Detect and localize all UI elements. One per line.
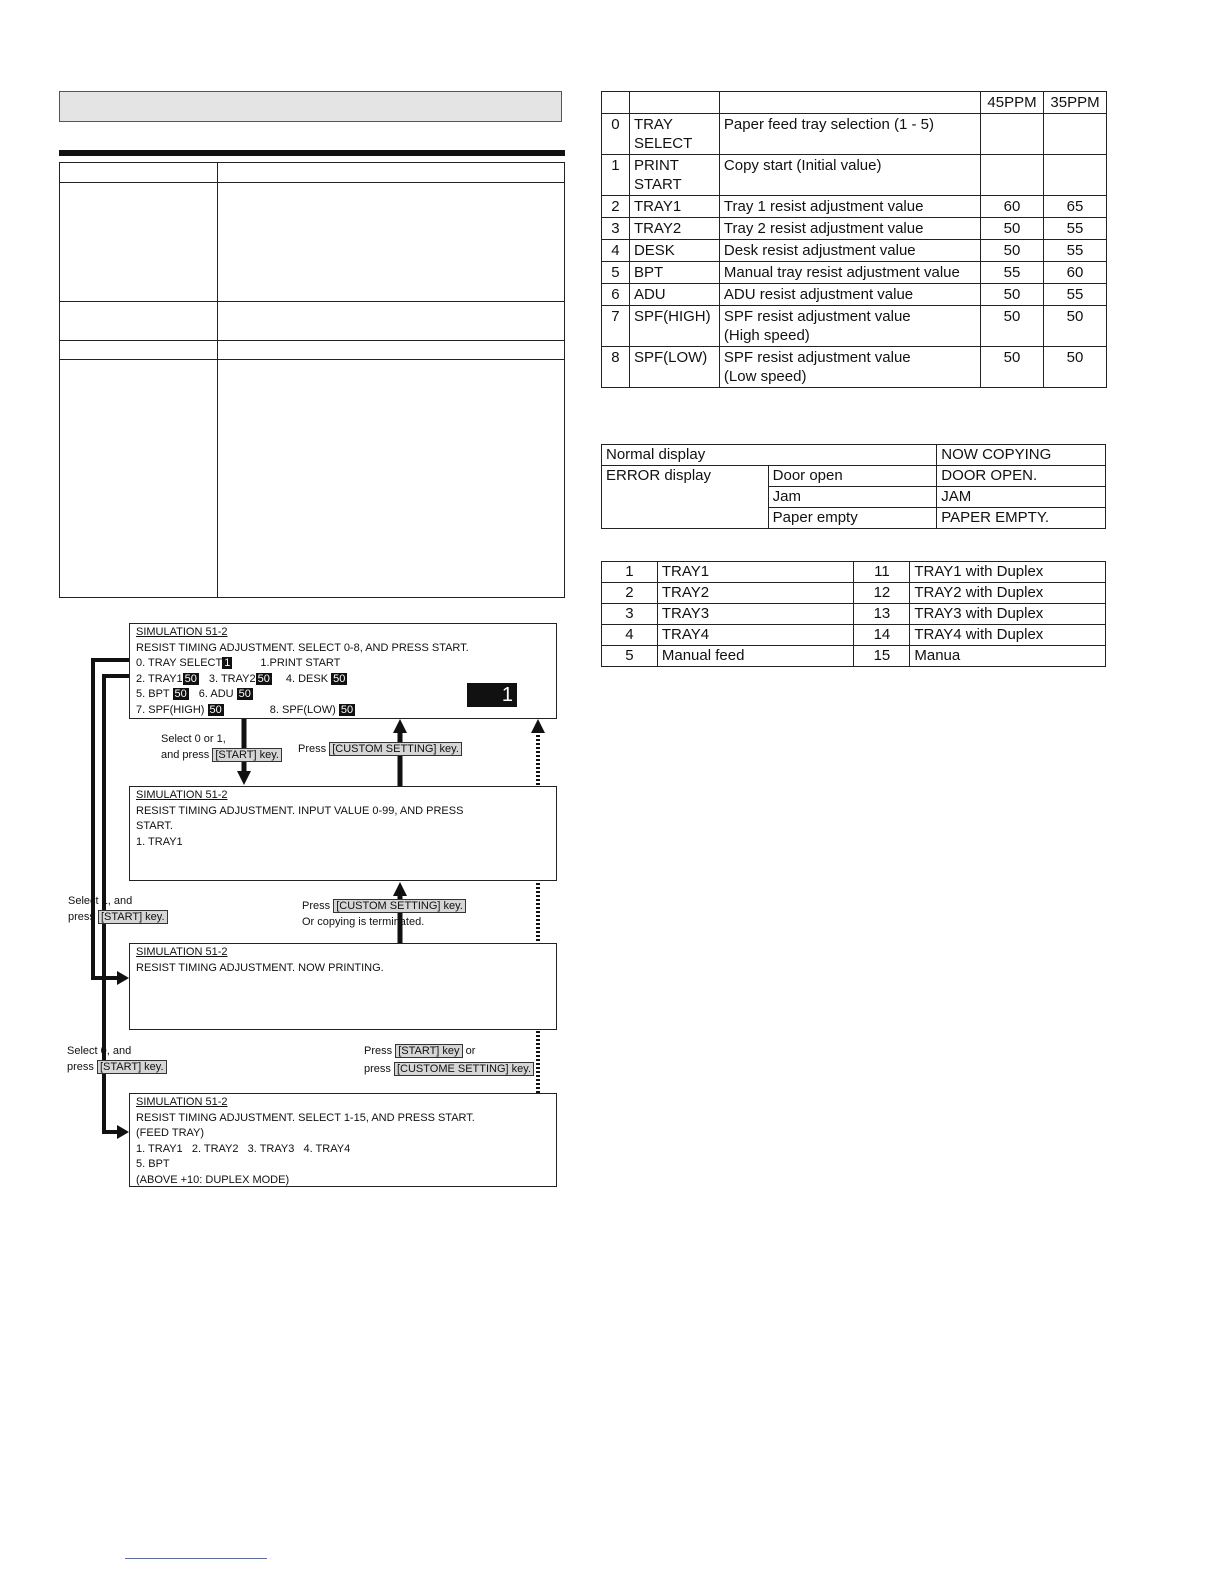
table-row: 5 Manual feed 15 Manua (602, 646, 1106, 667)
footer-link-line (125, 1558, 267, 1559)
table-row: 6 ADU ADU resist adjustment value 50 55 (602, 284, 1107, 306)
error-display-label: ERROR display (602, 466, 769, 529)
table-row: 3 TRAY3 13 TRAY3 with Duplex (602, 604, 1106, 625)
table-header-row: 45PPM 35PPM (602, 92, 1107, 114)
table-row: 2 TRAY1 Tray 1 resist adjustment value 60 65 (602, 196, 1107, 218)
note-custom-terminate: Press [CUSTOM SETTING] key. Or copying is terminated. (302, 899, 466, 930)
table-row: 8 SPF(LOW) SPF resist adjustment value (Low speed) 50 50 (602, 347, 1107, 388)
table-row: 2 TRAY2 12 TRAY2 with Duplex (602, 583, 1106, 604)
normal-display-value: NOW COPYING (937, 445, 1106, 466)
note-custom-setting: Press [CUSTOM SETTING] key. (298, 742, 462, 758)
note-press-start-or-custom: Press [START] key or press [CUSTOME SETTING] key. (364, 1044, 534, 1077)
table-row: 5 BPT Manual tray resist adjustment value 55 60 (602, 262, 1107, 284)
sim-screen-printing: SIMULATION 51-2 RESIST TIMING ADJUSTMENT. NOW PRINTING. (129, 943, 557, 1030)
table-row: 4 DESK Desk resist adjustment value 50 55 (602, 240, 1107, 262)
table-row: 3 TRAY2 Tray 2 resist adjustment value 50 55 (602, 218, 1107, 240)
display-table: Normal display NOW COPYING ERROR display Door open DOOR OPEN. Jam JAM Paper empty PAPER EMPTY. (601, 444, 1106, 529)
note-select-1: Select 1, and press [START] key. (68, 894, 168, 925)
value-display: 1 (467, 683, 517, 707)
loop-line-1 (93, 660, 129, 978)
table-row: 1 PRINT START Copy start (Initial value) (602, 155, 1107, 196)
sim-screen-input: SIMULATION 51-2 RESIST TIMING ADJUSTMENT. INPUT VALUE 0-99, AND PRESS START. 1. TRAY1 (129, 786, 557, 881)
table-row: 1 TRAY1 11 TRAY1 with Duplex (602, 562, 1106, 583)
table-row: 0 TRAY SELECT Paper feed tray selection (1 - 5) (602, 114, 1107, 155)
sim-screen-feed-tray: SIMULATION 51-2 RESIST TIMING ADJUSTMENT. SELECT 1-15, AND PRESS START. (FEED TRAY) 1. TRAY1 2. TRAY2 3. TRAY3 4. TRAY4 5. BPT (ABOVE +10: DUPLEX MODE) (129, 1093, 557, 1187)
note-select-0-or-1: Select 0 or 1, and press [START] key. (161, 732, 282, 763)
sim-screen-select: SIMULATION 51-2 RESIST TIMING ADJUSTMENT. SELECT 0-8, AND PRESS START. 0. TRAY SELECT 1 1.PRINT START 2. TRAY1 50 3. TRAY2 50 4. DESK 50 5. BPT 50 6. ADU 50 7. SPF(HIGH) 50 8. SPF(LOW) 50 (129, 623, 557, 719)
note-select-0: Select 0, and press [START] key. (67, 1044, 167, 1075)
table-row: 7 SPF(HIGH) SPF resist adjustment value (High speed) 50 50 (602, 306, 1107, 347)
table-row: 4 TRAY4 14 TRAY4 with Duplex (602, 625, 1106, 646)
normal-display-label: Normal display (602, 445, 937, 466)
